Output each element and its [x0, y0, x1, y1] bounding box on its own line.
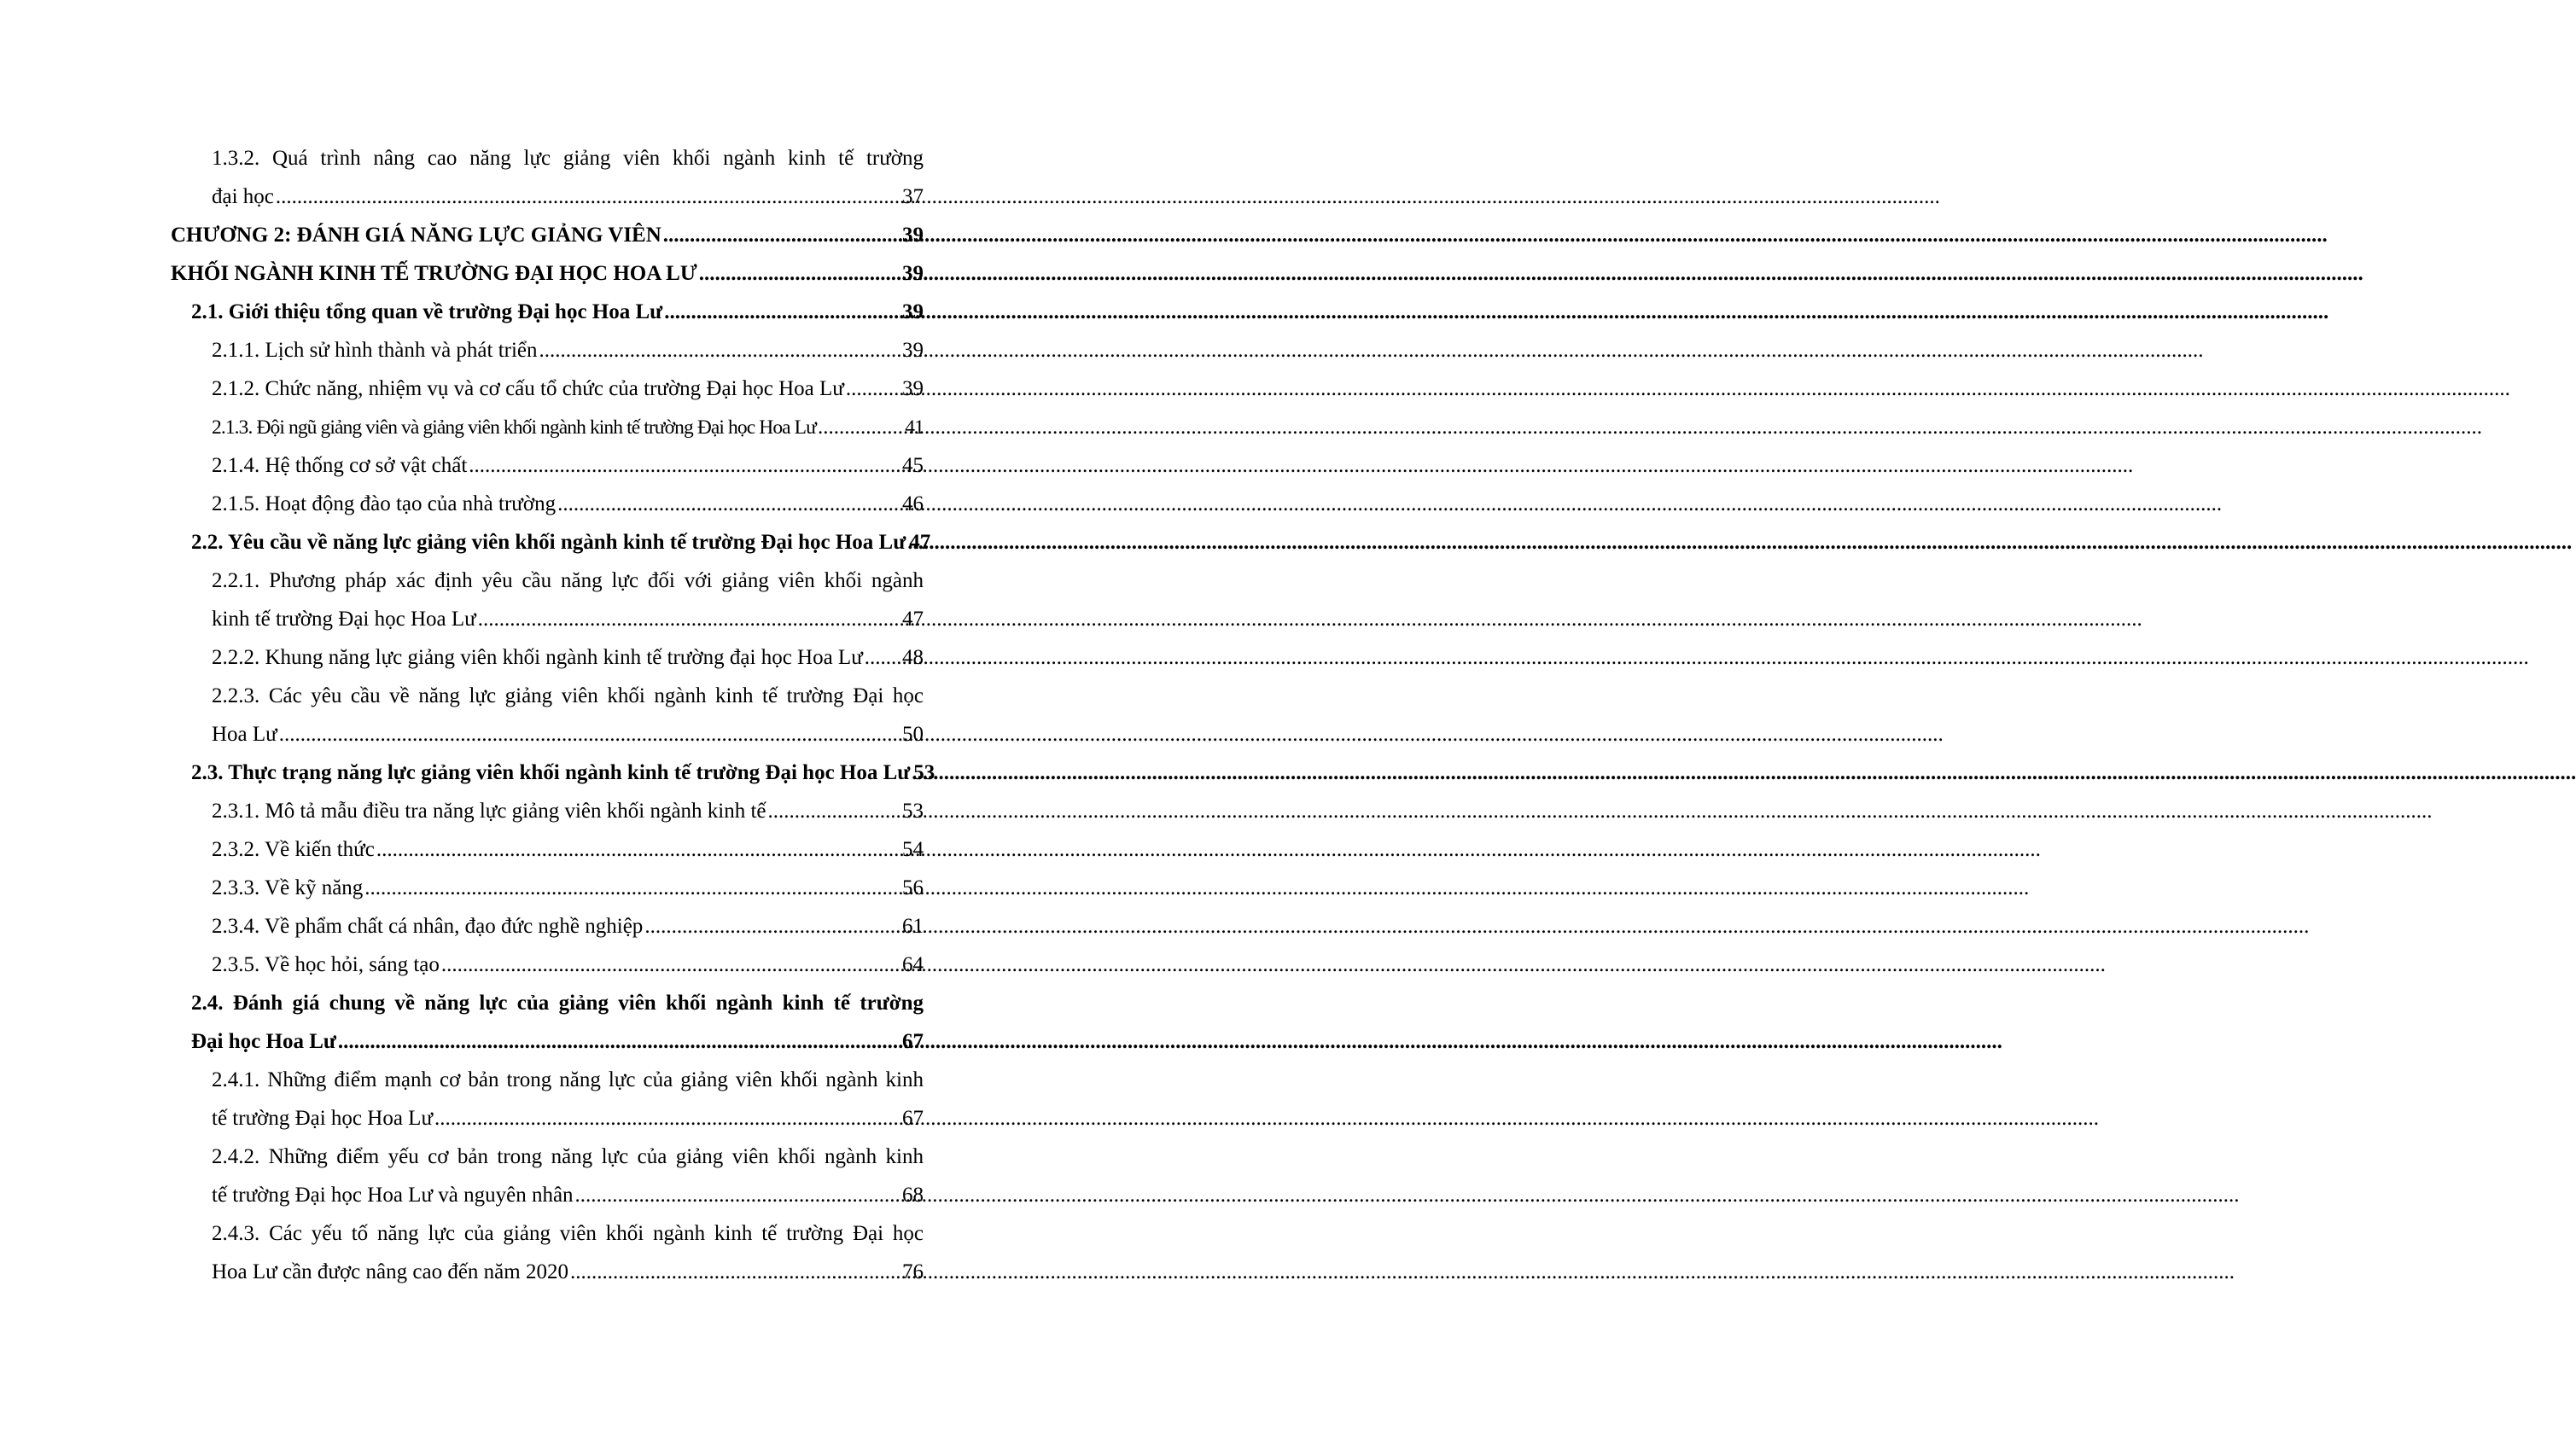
- toc-entry-text: 2.4.1. Những điểm mạnh cơ bản trong năng lực của giảng viên khối ngành kinh: [212, 1068, 924, 1091]
- toc-page-number: 37: [902, 185, 924, 208]
- toc-entry[interactable]: [171, 370, 924, 408]
- toc-page-number: 50: [902, 723, 924, 746]
- toc-entry-text: CHƯƠNG 2: ĐÁNH GIÁ NĂNG LỰC GIẢNG VIÊN: [171, 224, 661, 247]
- toc-entry-text: 2.4.2. Những điểm yếu cơ bản trong năng lực của giảng viên khối ngành kinh: [212, 1145, 924, 1168]
- toc-entry-text: 2.3.4. Về phẩm chất cá nhân, đạo đức nghề nghiệp: [212, 915, 644, 938]
- toc-page-number: 47: [909, 531, 931, 554]
- toc-page-number: 56: [902, 876, 924, 899]
- toc-entry[interactable]: [171, 408, 924, 446]
- toc-page-number: 67: [902, 1107, 924, 1130]
- toc-entry-text: 2.3.5. Về học hỏi, sáng tạo: [212, 953, 440, 976]
- toc-page-number: 41: [905, 416, 924, 439]
- toc-entry-text: 2.1.3. Đội ngũ giảng viên và giảng viên khối ngành kinh tế trường Đại học Hoa Lư: [212, 416, 816, 439]
- toc-entry-text: 2.3.3. Về kỹ năng: [212, 876, 364, 899]
- dot-leader: [440, 946, 902, 984]
- toc-entry-text: Đại học Hoa Lư: [191, 1030, 336, 1053]
- toc-entry-text: tế trường Đại học Hoa Lư: [212, 1107, 433, 1130]
- toc-entry-text: 2.1.5. Hoạt động đào tạo của nhà trường: [212, 492, 557, 515]
- toc-entry[interactable]: [171, 1061, 924, 1099]
- dot-leader: [336, 1022, 902, 1061]
- table-of-contents: [171, 139, 935, 1291]
- toc-entry[interactable]: [171, 254, 924, 293]
- dot-leader: [643, 907, 902, 946]
- toc-entry[interactable]: [171, 1138, 924, 1176]
- toc-page-number: 39: [902, 377, 924, 400]
- toc-entry[interactable]: [171, 984, 924, 1022]
- dot-leader: [661, 216, 902, 254]
- toc-entry-text: đại học: [212, 185, 274, 208]
- toc-entry[interactable]: [171, 792, 924, 830]
- toc-page-number: 53: [913, 761, 935, 784]
- toc-page-number: 46: [902, 492, 924, 515]
- toc-entry[interactable]: [171, 485, 924, 523]
- dot-leader: [568, 1253, 902, 1291]
- toc-entry-text: tế trường Đại học Hoa Lư và nguyên nhân: [212, 1184, 574, 1207]
- toc-entry[interactable]: [171, 1214, 924, 1253]
- toc-page-number: 45: [902, 454, 924, 477]
- toc-entry-text: 2.1. Giới thiệu tổng quan về trường Đại học Hoa Lư: [191, 300, 663, 323]
- toc-entry[interactable]: [171, 715, 924, 754]
- toc-entry[interactable]: [171, 331, 924, 370]
- dot-leader: [467, 446, 902, 485]
- toc-page-number: 64: [902, 953, 924, 976]
- toc-page-number: 53: [902, 800, 924, 823]
- toc-entry[interactable]: [171, 139, 924, 177]
- toc-page-number: 68: [902, 1184, 924, 1207]
- toc-entry[interactable]: [171, 1176, 924, 1214]
- toc-page-number: 39: [902, 262, 924, 285]
- dot-leader: [863, 638, 902, 677]
- toc-entry[interactable]: [171, 907, 924, 946]
- dot-leader: [816, 408, 905, 446]
- toc-entry-text: 2.4.3. Các yếu tố năng lực của giảng viên khối ngành kinh tế trường Đại học: [212, 1222, 924, 1245]
- dot-leader: [476, 600, 902, 638]
- dot-leader: [844, 370, 902, 408]
- toc-entry-text: 2.1.1. Lịch sử hình thành và phát triển: [212, 339, 538, 362]
- document-page: [0, 0, 1025, 1449]
- toc-entry[interactable]: [171, 446, 924, 485]
- toc-entry[interactable]: [171, 562, 924, 600]
- toc-entry-text: Hoa Lư: [212, 723, 277, 746]
- dot-leader: [766, 792, 902, 830]
- toc-entry-text: 2.3.1. Mô tả mẫu điều tra năng lực giảng viên khối ngành kinh tế: [212, 800, 766, 823]
- toc-entry-text: 2.2. Yêu cầu về năng lực giảng viên khối ngành kinh tế trường Đại học Hoa Lư: [191, 531, 906, 554]
- toc-entry-text: 2.2.3. Các yêu cầu về năng lực giảng viên khối ngành kinh tế trường Đại học: [212, 684, 924, 707]
- toc-entry[interactable]: [171, 177, 924, 216]
- toc-entry[interactable]: [171, 1253, 924, 1291]
- toc-entry[interactable]: [171, 638, 924, 677]
- toc-entry[interactable]: [171, 523, 931, 562]
- toc-page-number: 39: [902, 224, 924, 247]
- toc-entry-text: 2.3. Thực trạng năng lực giảng viên khối ngành kinh tế trường Đại học Hoa Lư: [191, 761, 911, 784]
- toc-page-number: 76: [902, 1260, 924, 1283]
- toc-page-number: 54: [902, 838, 924, 861]
- toc-entry[interactable]: [171, 216, 924, 254]
- toc-entry[interactable]: [171, 293, 924, 331]
- toc-page-number: 61: [902, 915, 924, 938]
- dot-leader: [277, 715, 902, 754]
- toc-entry-text: 2.4. Đánh giá chung về năng lực của giảng viên khối ngành kinh tế trường: [191, 992, 924, 1015]
- dot-leader: [662, 293, 902, 331]
- toc-page-number: 47: [902, 608, 924, 631]
- toc-entry-text: 2.2.2. Khung năng lực giảng viên khối ngành kinh tế trường đại học Hoa Lư: [212, 646, 863, 669]
- toc-entry-text: 2.1.2. Chức năng, nhiệm vụ và cơ cấu tổ chức của trường Đại học Hoa Lư: [212, 377, 844, 400]
- dot-leader: [538, 331, 902, 370]
- dot-leader: [697, 254, 902, 293]
- toc-entry-text: 2.3.2. Về kiến thức: [212, 838, 375, 861]
- dot-leader: [433, 1099, 902, 1138]
- toc-entry[interactable]: [171, 754, 935, 792]
- toc-entry[interactable]: [171, 677, 924, 715]
- toc-page-number: 39: [902, 300, 924, 323]
- toc-entry[interactable]: [171, 600, 924, 638]
- dot-leader: [574, 1176, 902, 1214]
- toc-entry-text: 2.1.4. Hệ thống cơ sở vật chất: [212, 454, 468, 477]
- toc-entry[interactable]: [171, 946, 924, 984]
- toc-page-number: 67: [902, 1030, 924, 1053]
- toc-page-number: 39: [902, 339, 924, 362]
- dot-leader: [375, 830, 902, 869]
- toc-entry[interactable]: [171, 869, 924, 907]
- toc-entry[interactable]: [171, 1099, 924, 1138]
- dot-leader: [556, 485, 902, 523]
- toc-page-number: 48: [902, 646, 924, 669]
- toc-entry-text: Hoa Lư cần được nâng cao đến năm 2020: [212, 1260, 568, 1283]
- toc-entry-text: 2.2.1. Phương pháp xác định yêu cầu năng lực đối với giảng viên khối ngành: [212, 569, 924, 592]
- toc-entry-text: kinh tế trường Đại học Hoa Lư: [212, 608, 476, 631]
- toc-entry-text: 1.3.2. Quá trình nâng cao năng lực giảng viên khối ngành kinh tế trường: [212, 147, 924, 170]
- toc-entry[interactable]: [171, 830, 924, 869]
- dot-leader: [274, 177, 902, 216]
- dot-leader: [363, 869, 902, 907]
- toc-entry[interactable]: [171, 1022, 924, 1061]
- toc-entry-text: KHỐI NGÀNH KINH TẾ TRƯỜNG ĐẠI HỌC HOA LƯ: [171, 262, 697, 285]
